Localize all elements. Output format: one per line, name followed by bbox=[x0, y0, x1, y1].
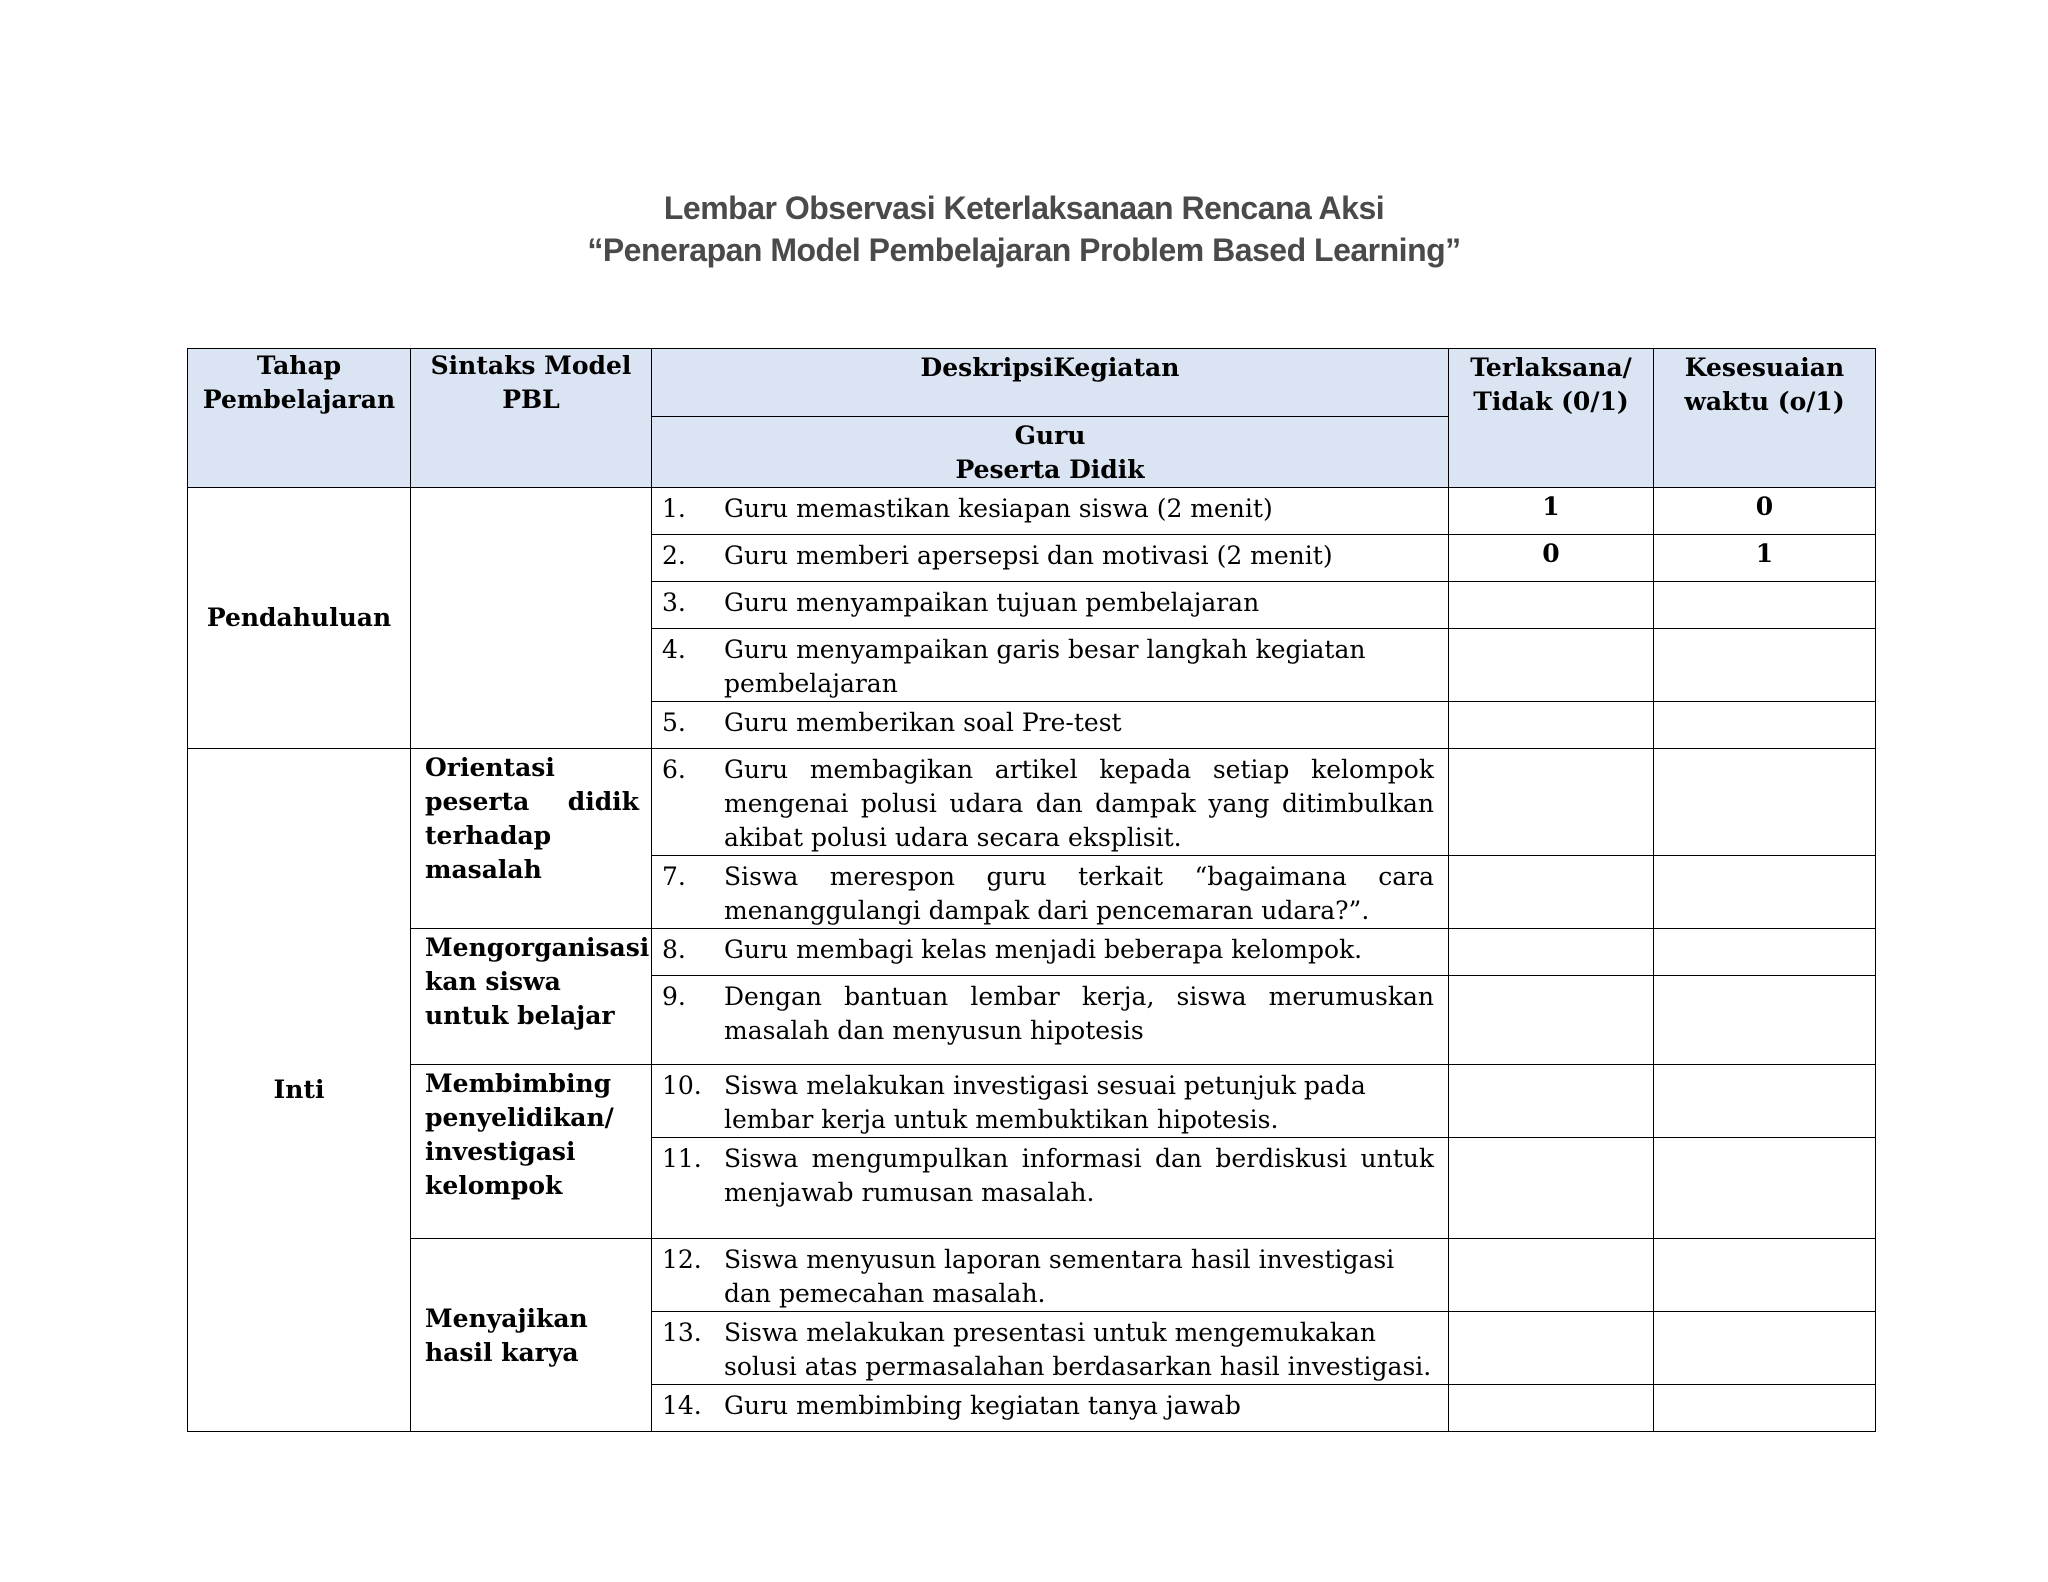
kesesuaian-cell bbox=[1654, 582, 1876, 629]
item-number: 9. bbox=[662, 982, 686, 1011]
kesesuaian-cell bbox=[1654, 629, 1876, 702]
sintaks-mengorganisasi: Mengorganisasi kan siswa untuk belajar bbox=[411, 929, 652, 1065]
kesesuaian-cell bbox=[1654, 929, 1876, 976]
item-text: Siswa menyusun laporan sementara hasil investigasi dan pemecahan masalah. bbox=[724, 1245, 1395, 1308]
header-sintaks: Sintaks Model PBL bbox=[411, 349, 652, 488]
stage-inti: Inti bbox=[188, 749, 411, 1432]
item-text: Siswa melakukan investigasi sesuai petunjuk pada lembar kerja untuk membuktikan hipotesis. bbox=[724, 1071, 1366, 1134]
activity-cell bbox=[652, 749, 1449, 856]
kesesuaian-cell bbox=[1654, 749, 1876, 856]
item-number: 7. bbox=[662, 862, 686, 891]
kesesuaian-cell: 0 bbox=[1654, 488, 1876, 535]
activity-cell bbox=[652, 1239, 1449, 1312]
item-number: 4. bbox=[662, 635, 686, 664]
header-peserta: Peserta Didik bbox=[955, 455, 1145, 484]
table-row bbox=[188, 488, 1876, 535]
terlaksana-cell bbox=[1449, 1385, 1654, 1432]
item-number: 6. bbox=[662, 755, 686, 784]
terlaksana-cell bbox=[1449, 749, 1654, 856]
activity-cell bbox=[652, 929, 1449, 976]
item-text: Guru membagi kelas menjadi beberapa kelompok. bbox=[724, 935, 1363, 964]
item-number: 11. bbox=[662, 1144, 702, 1173]
header-terlaksana: Terlaksana/ Tidak (0/1) bbox=[1449, 349, 1654, 488]
item-text: Siswa melakukan presentasi untuk mengemukakan solusi atas permasalahan berdasarkan hasil investigasi. bbox=[724, 1318, 1432, 1381]
terlaksana-cell bbox=[1449, 1312, 1654, 1385]
terlaksana-cell: 1 bbox=[1449, 488, 1654, 535]
terlaksana-cell bbox=[1449, 1138, 1654, 1239]
stage-pendahuluan: Pendahuluan bbox=[188, 488, 411, 749]
table-row bbox=[188, 929, 1876, 976]
activity-cell bbox=[652, 629, 1449, 702]
header-deskripsi: DeskripsiKegiatan bbox=[652, 349, 1449, 417]
activity-cell bbox=[652, 1312, 1449, 1385]
table-row bbox=[188, 1239, 1876, 1312]
terlaksana-cell bbox=[1449, 929, 1654, 976]
terlaksana-cell bbox=[1449, 702, 1654, 749]
activity-cell bbox=[652, 582, 1449, 629]
item-text: Guru memberikan soal Pre-test bbox=[724, 708, 1122, 737]
header-tahap: Tahap Pembelajaran bbox=[188, 349, 411, 488]
terlaksana-cell bbox=[1449, 629, 1654, 702]
kesesuaian-cell bbox=[1654, 976, 1876, 1065]
table-row bbox=[188, 749, 1876, 856]
document-subtitle: “Penerapan Model Pembelajaran Problem Based Learning” bbox=[587, 232, 1461, 268]
terlaksana-cell bbox=[1449, 856, 1654, 929]
kesesuaian-cell bbox=[1654, 1239, 1876, 1312]
item-number: 1. bbox=[662, 494, 686, 523]
terlaksana-cell bbox=[1449, 1239, 1654, 1312]
item-number: 8. bbox=[662, 935, 686, 964]
sintaks-membimbing: Membimbing penyelidikan/ investigasi kelompok bbox=[411, 1065, 652, 1239]
item-number: 14. bbox=[662, 1391, 702, 1420]
kesesuaian-cell bbox=[1654, 1385, 1876, 1432]
item-number: 12. bbox=[662, 1245, 702, 1274]
header-guru: Guru bbox=[1014, 421, 1086, 450]
item-number: 3. bbox=[662, 588, 686, 617]
terlaksana-cell: 0 bbox=[1449, 535, 1654, 582]
kesesuaian-cell bbox=[1654, 856, 1876, 929]
item-text: Dengan bantuan lembar kerja, siswa merumuskan masalah dan menyusun hipotesis bbox=[724, 982, 1434, 1045]
item-number: 5. bbox=[662, 708, 686, 737]
terlaksana-cell bbox=[1449, 1065, 1654, 1138]
kesesuaian-cell bbox=[1654, 702, 1876, 749]
header-guru-peserta bbox=[652, 417, 1449, 488]
item-text: Siswa merespon guru terkait “bagaimana cara menanggulangi dampak dari pencemaran udara?”. bbox=[724, 862, 1434, 925]
kesesuaian-cell bbox=[1654, 1312, 1876, 1385]
table-row bbox=[188, 1065, 1876, 1138]
item-text: Siswa mengumpulkan informasi dan berdiskusi untuk menjawab rumusan masalah. bbox=[724, 1144, 1434, 1207]
kesesuaian-cell bbox=[1654, 1065, 1876, 1138]
kesesuaian-cell bbox=[1654, 1138, 1876, 1239]
sintaks-empty bbox=[411, 488, 652, 749]
item-text: Guru membimbing kegiatan tanya jawab bbox=[724, 1391, 1241, 1420]
terlaksana-cell bbox=[1449, 582, 1654, 629]
activity-cell bbox=[652, 535, 1449, 582]
activity-cell bbox=[652, 702, 1449, 749]
item-number: 13. bbox=[662, 1318, 702, 1347]
header-kesesuaian: Kesesuaian waktu (o/1) bbox=[1654, 349, 1876, 488]
activity-cell bbox=[652, 1385, 1449, 1432]
item-text: Guru membagikan artikel kepada setiap kelompok mengenai polusi udara dan dampak yang ditimbulkan akibat polusi udara secara eksplisit. bbox=[724, 755, 1434, 852]
terlaksana-cell bbox=[1449, 976, 1654, 1065]
activity-cell bbox=[652, 1065, 1449, 1138]
observation-table bbox=[187, 348, 1876, 1432]
item-text: Guru memberi apersepsi dan motivasi (2 menit) bbox=[724, 541, 1333, 570]
activity-cell bbox=[652, 1138, 1449, 1239]
item-number: 2. bbox=[662, 541, 686, 570]
item-number: 10. bbox=[662, 1071, 702, 1100]
item-text: Guru menyampaikan garis besar langkah kegiatan pembelajaran bbox=[724, 635, 1366, 698]
item-text: Guru menyampaikan tujuan pembelajaran bbox=[724, 588, 1260, 617]
activity-cell bbox=[652, 488, 1449, 535]
activity-cell bbox=[652, 856, 1449, 929]
activity-cell bbox=[652, 976, 1449, 1065]
sintaks-orientasi: Orientasi peserta didik terhadap masalah bbox=[411, 749, 652, 929]
kesesuaian-cell: 1 bbox=[1654, 535, 1876, 582]
sintaks-menyajikan: Menyajikan hasil karya bbox=[411, 1239, 652, 1432]
document-title: Lembar Observasi Keterlaksanaan Rencana Aksi bbox=[663, 190, 1385, 226]
item-text: Guru memastikan kesiapan siswa (2 menit) bbox=[724, 494, 1273, 523]
